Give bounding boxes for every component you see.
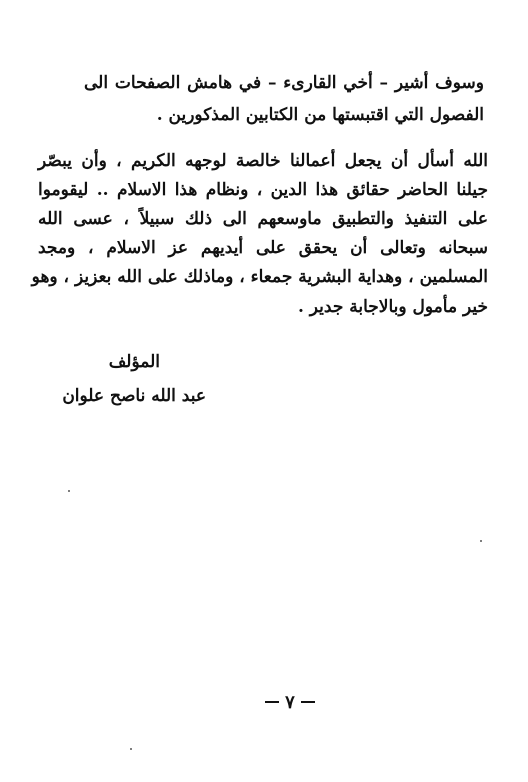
paragraph-2-line-4: سبحانه وتعالى أن يحقق على أيديهم عز الاسلام ، ومجد <box>38 238 488 258</box>
author-label: المؤلف <box>108 352 160 372</box>
paragraph-1-line-2: الفصول التي اقتبستها من الكتابين المذكورين . <box>156 105 484 125</box>
paper-speck <box>68 490 70 492</box>
paper-speck <box>130 748 132 750</box>
author-name: عبد الله ناصح علوان <box>62 386 206 406</box>
paragraph-2-line-1: الله أسأل أن يجعل أعمالنا خالصة لوجهه الكريم ، وأن يبصّر <box>38 151 488 171</box>
footer-dash-left <box>265 701 279 703</box>
paragraph-2-line-2: جيلنا الحاضر حقائق هذا الدين ، ونظام هذا الاسلام .. ليقوموا <box>38 180 488 200</box>
footer-dash-right <box>301 701 315 703</box>
paragraph-2-line-3: على التنفيذ والتطبيق ماوسعهم الى ذلك سبيلاً ، عسى الله <box>38 209 488 229</box>
paragraph-2-line-6: خير مأمول وبالاجابة جدير . <box>297 297 488 317</box>
paragraph-1-line-1: وسوف أشير – أخي القارىء – في هامش الصفحات الى <box>84 73 484 93</box>
paper-speck <box>480 540 482 542</box>
paragraph-2-line-5: المسلمين ، وهداية البشرية جمعاء ، وماذلك على الله بعزيز ، وهو <box>31 267 488 287</box>
page-number-footer <box>255 690 325 714</box>
page-number: ٧ <box>285 691 295 713</box>
